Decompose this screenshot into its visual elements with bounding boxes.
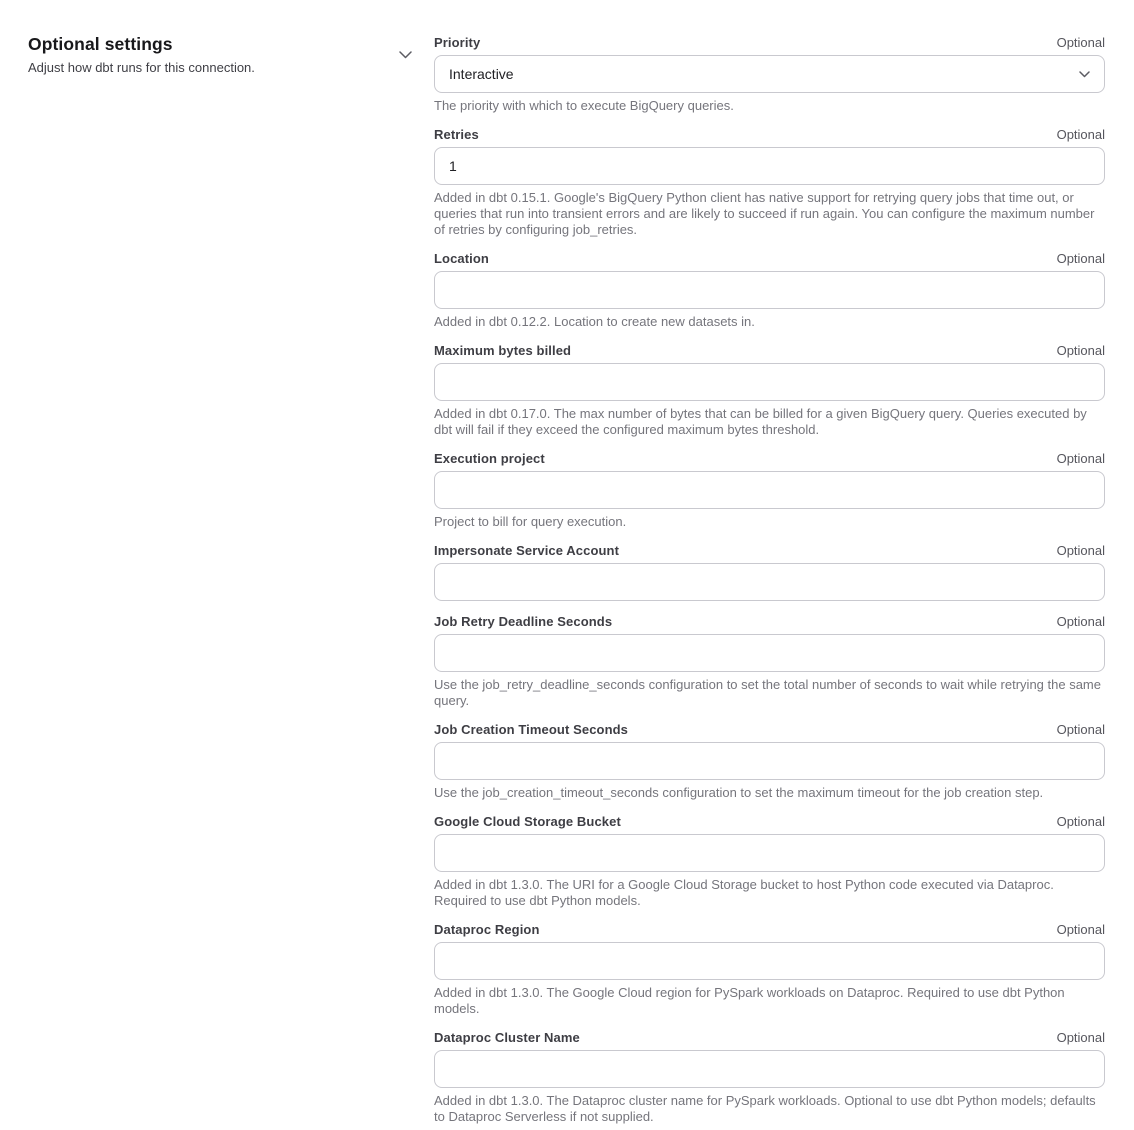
field-helper-job-retry-deadline-seconds: Use the job_retry_deadline_seconds configuration to set the total number of seconds to wait while retrying the same query. <box>434 677 1101 708</box>
field-label-execution-project: Execution project <box>434 451 545 466</box>
impersonate-service-account-input[interactable] <box>434 563 1105 601</box>
field-head <box>434 343 1105 359</box>
form-field-retries <box>434 127 1105 238</box>
section-collapse-button[interactable] <box>396 46 414 64</box>
field-helper-dataproc-cluster-name: Added in dbt 1.3.0. The Dataproc cluster name for PySpark workloads. Optional to use dbt Python models; defaults to Dataproc Serverless if not supplied. <box>434 1093 1096 1124</box>
field-helper-maximum-bytes-billed: Added in dbt 0.17.0. The max number of bytes that can be billed for a given BigQuery query. Queries executed by dbt will fail if they exceed the configured maximum bytes threshold. <box>434 406 1087 437</box>
form-field-impersonate-service-account <box>434 543 1105 601</box>
maximum-bytes-billed-input[interactable] <box>434 363 1105 401</box>
field-label-retries: Retries <box>434 127 479 142</box>
optional-badge: Optional <box>1056 543 1105 558</box>
form-field-dataproc-cluster-name <box>434 1030 1105 1125</box>
field-head <box>434 722 1105 738</box>
optional-badge: Optional <box>1056 1030 1105 1045</box>
field-helper-google-cloud-storage-bucket: Added in dbt 1.3.0. The URI for a Google Cloud Storage bucket to host Python code executed via Dataproc. Required to use dbt Python models. <box>434 877 1054 908</box>
field-head <box>434 1030 1105 1046</box>
field-head <box>434 814 1105 830</box>
form-field-execution-project <box>434 451 1105 530</box>
form-field-job-retry-deadline-seconds <box>434 614 1105 709</box>
google-cloud-storage-bucket-input[interactable] <box>434 834 1105 872</box>
field-head <box>434 251 1105 267</box>
optional-badge: Optional <box>1056 35 1105 50</box>
execution-project-input[interactable] <box>434 471 1105 509</box>
priority-select[interactable] <box>434 55 1105 93</box>
optional-badge: Optional <box>1056 343 1105 358</box>
field-head <box>434 922 1105 938</box>
retries-input[interactable] <box>434 147 1105 185</box>
field-label-impersonate-service-account: Impersonate Service Account <box>434 543 620 558</box>
field-head <box>434 127 1105 143</box>
field-label-google-cloud-storage-bucket: Google Cloud Storage Bucket <box>434 814 621 829</box>
section-title: Optional settings <box>28 34 173 54</box>
form-field-priority <box>434 35 1105 114</box>
field-helper-job-creation-timeout-seconds: Use the job_creation_timeout_seconds configuration to set the maximum timeout for the job creation step. <box>434 785 1044 800</box>
field-helper-location: Added in dbt 0.12.2. Location to create new datasets in. <box>434 314 755 329</box>
field-label-dataproc-region: Dataproc Region <box>434 922 540 937</box>
optional-badge: Optional <box>1056 127 1105 142</box>
field-head <box>434 543 1105 559</box>
field-head <box>434 451 1105 467</box>
dataproc-region-input[interactable] <box>434 942 1105 980</box>
chevron-down-icon <box>1079 71 1090 78</box>
field-helper-priority: The priority with which to execute BigQuery queries. <box>434 98 734 113</box>
field-label-location: Location <box>434 251 489 266</box>
form-field-job-creation-timeout-seconds <box>434 722 1105 801</box>
field-helper-execution-project: Project to bill for query execution. <box>434 514 627 529</box>
location-input[interactable] <box>434 271 1105 309</box>
optional-badge: Optional <box>1056 814 1105 829</box>
job-retry-deadline-seconds-input[interactable] <box>434 634 1105 672</box>
section-subtitle: Adjust how dbt runs for this connection. <box>28 60 255 75</box>
form-field-google-cloud-storage-bucket <box>434 814 1105 909</box>
form-field-location <box>434 251 1105 330</box>
field-label-job-creation-timeout-seconds: Job Creation Timeout Seconds <box>434 722 628 737</box>
field-head <box>434 614 1105 630</box>
form-field-maximum-bytes-billed <box>434 343 1105 438</box>
field-label-priority: Priority <box>434 35 481 50</box>
field-head <box>434 35 1105 51</box>
field-helper-dataproc-region: Added in dbt 1.3.0. The Google Cloud region for PySpark workloads on Dataproc. Required to use dbt Python models. <box>434 985 1065 1016</box>
dataproc-cluster-name-input[interactable] <box>434 1050 1105 1088</box>
field-helper-retries: Added in dbt 0.15.1. Google's BigQuery Python client has native support for retrying query jobs that time out, or queries that run into transient errors and are likely to succeed if run again. You can configure the maximum number of retries by configuring job_retries. <box>434 190 1095 237</box>
chevron-down-icon <box>399 51 412 59</box>
job-creation-timeout-seconds-input[interactable] <box>434 742 1105 780</box>
optional-badge: Optional <box>1056 451 1105 466</box>
optional-badge: Optional <box>1056 251 1105 266</box>
form-field-dataproc-region <box>434 922 1105 1017</box>
field-label-dataproc-cluster-name: Dataproc Cluster Name <box>434 1030 580 1045</box>
optional-badge: Optional <box>1056 922 1105 937</box>
field-label-job-retry-deadline-seconds: Job Retry Deadline Seconds <box>434 614 613 629</box>
optional-settings-form <box>434 35 1105 1130</box>
optional-badge: Optional <box>1056 614 1105 629</box>
field-label-maximum-bytes-billed: Maximum bytes billed <box>434 343 572 358</box>
optional-badge: Optional <box>1056 722 1105 737</box>
select-value: Interactive <box>449 66 514 82</box>
section-header <box>28 34 388 75</box>
